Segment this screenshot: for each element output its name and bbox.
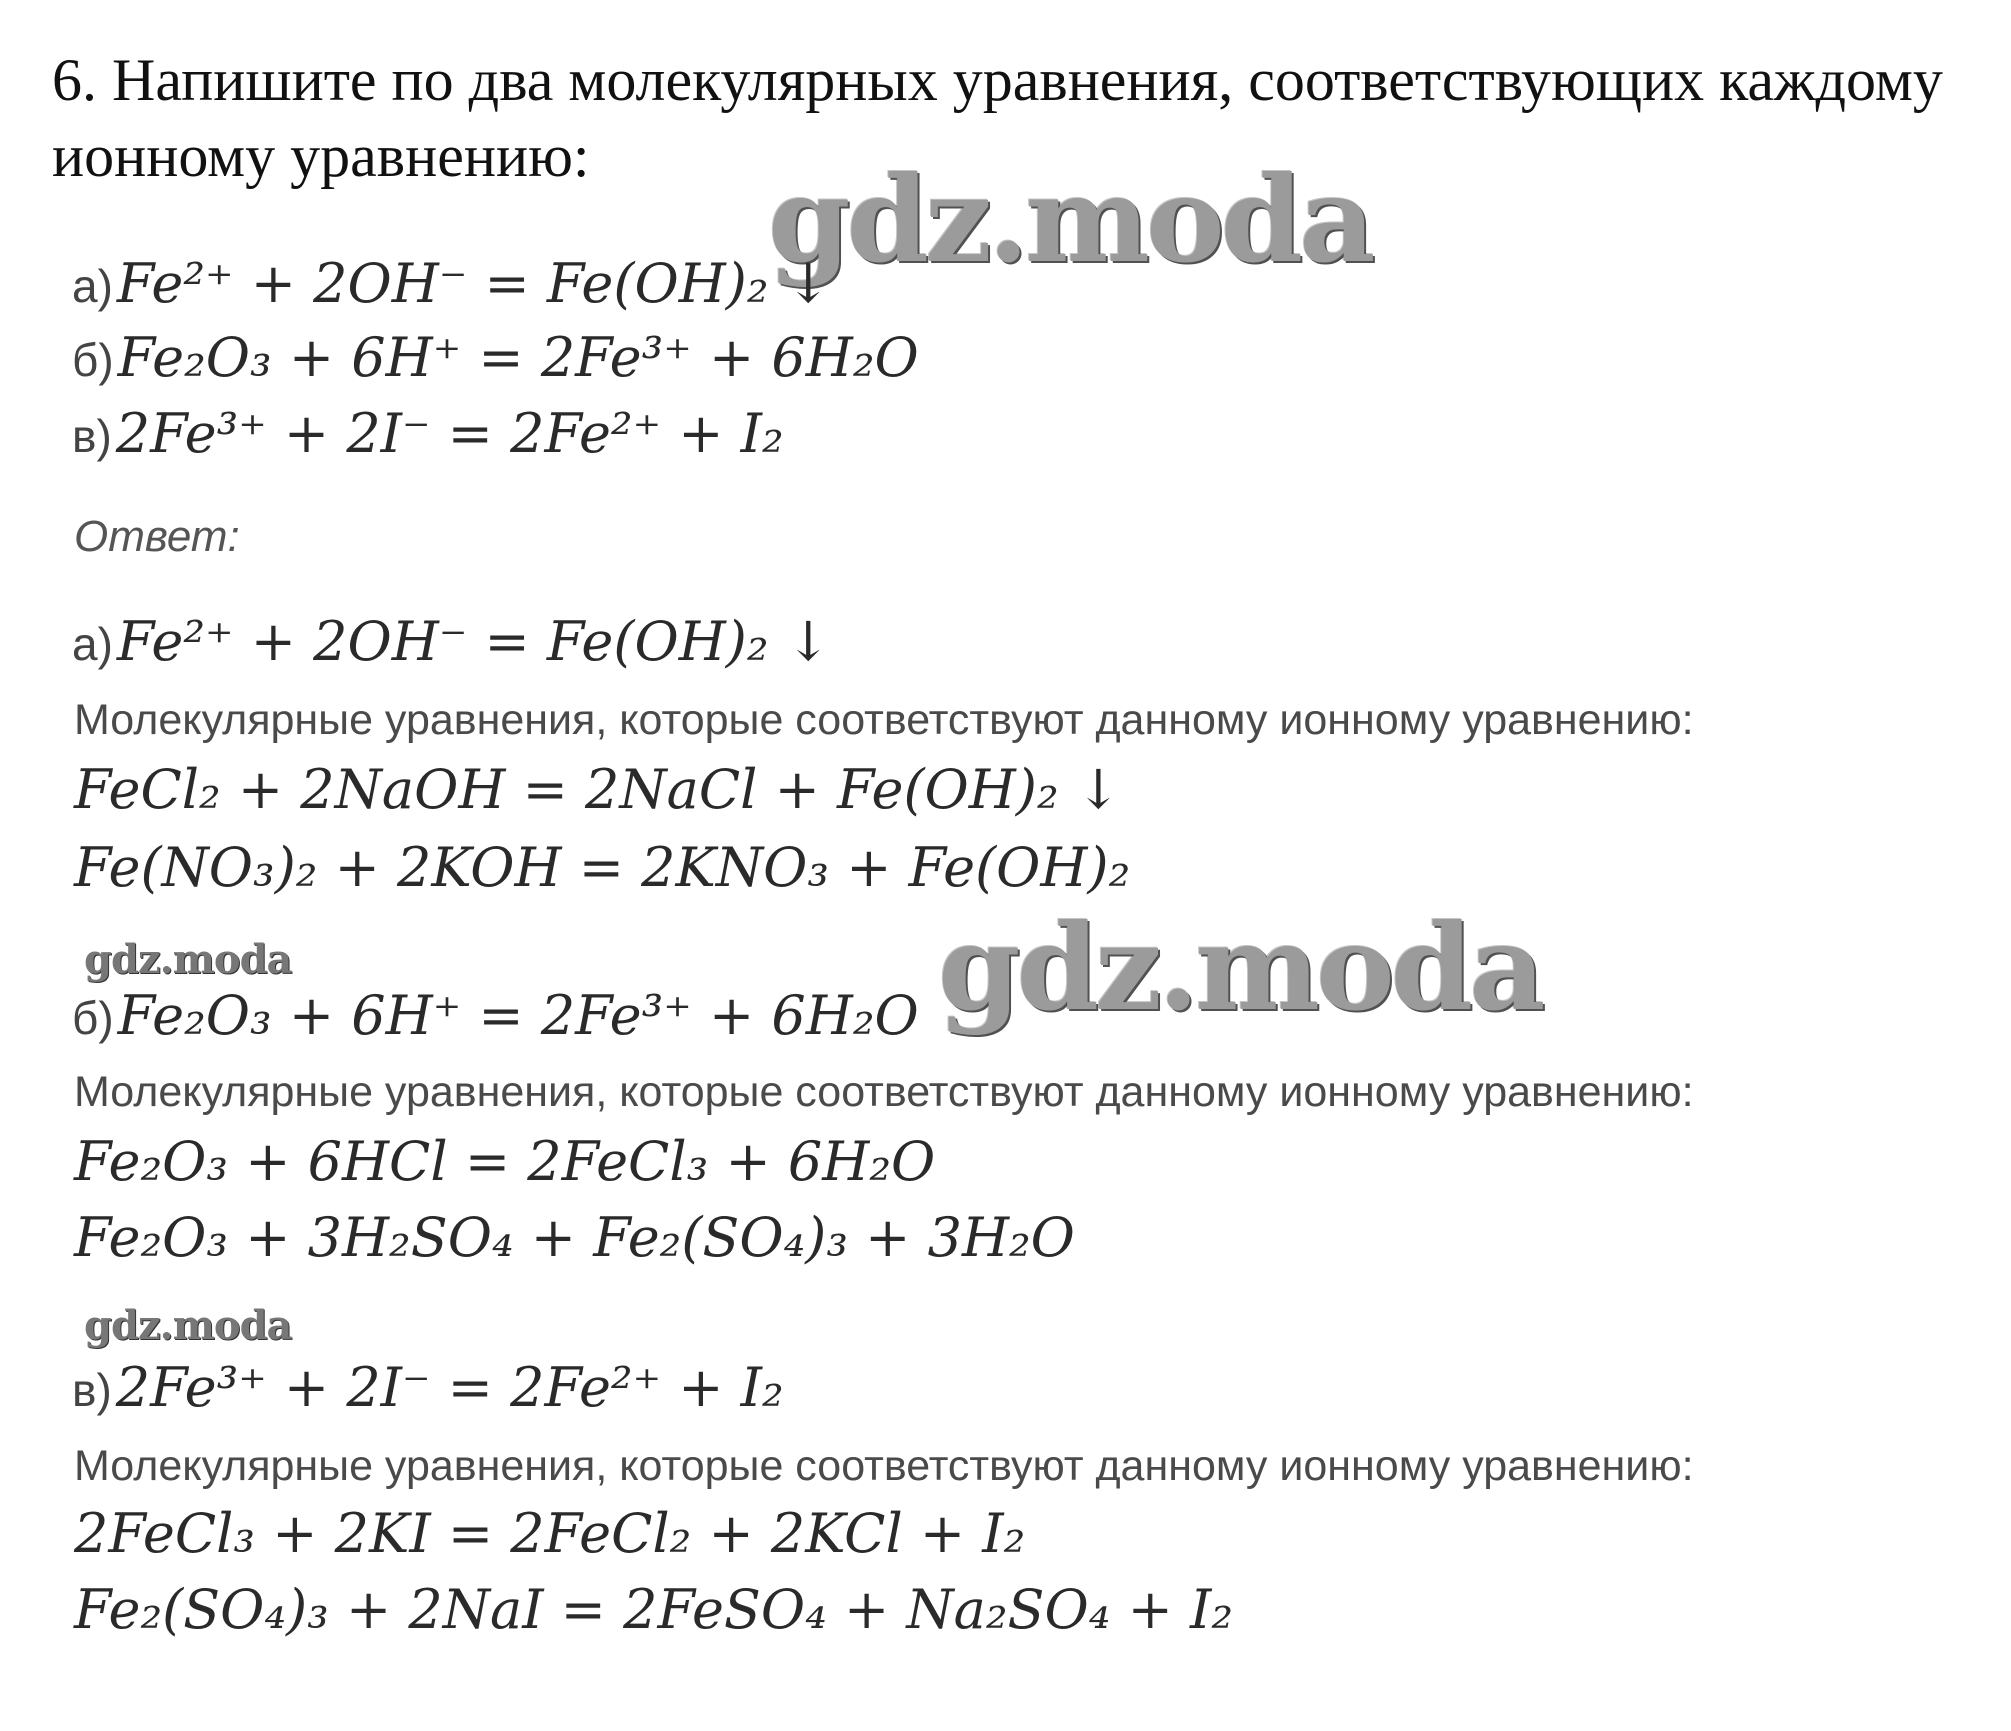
answer-a-ionic-equation: Fe²⁺ + 2OH⁻ = Fe(OH)₂ ↓ — [116, 610, 831, 673]
answer-a-molecular-2: Fe(NO₃)₂ + 2KOH = 2KNO₃ + Fe(OH)₂ — [74, 836, 1131, 899]
answer-b-molecular-1: Fe₂O₃ + 6HCl = 2FeCl₃ + 6H₂O — [74, 1130, 936, 1193]
answer-b-ionic-equation: Fe₂O₃ + 6H⁺ = 2Fe³⁺ + 6H₂O — [117, 984, 919, 1047]
answer-b-label: б) — [72, 992, 114, 1044]
answer-a-description: Молекулярные уравнения, которые соответствуют данному ионному уравнению: — [74, 696, 1694, 744]
watermark-top: gdz.moda — [768, 150, 1372, 289]
answer-a-label: а) — [72, 618, 113, 670]
watermark-middle: gdz.moda — [938, 898, 1542, 1037]
answer-c-ionic — [72, 1356, 784, 1419]
question-b — [72, 326, 919, 389]
question-c-label: в) — [72, 410, 112, 462]
question-a-equation: Fe²⁺ + 2OH⁻ = Fe(OH)₂ ↓ — [116, 252, 831, 315]
watermark-small-2: gdz.moda — [84, 1302, 292, 1349]
question-b-label: б) — [72, 334, 114, 386]
question-a — [72, 252, 831, 315]
question-c-equation: 2Fe³⁺ + 2I⁻ = 2Fe²⁺ + I₂ — [115, 402, 784, 465]
answer-b-molecular-2: Fe₂O₃ + 3H₂SO₄ + Fe₂(SO₄)₃ + 3H₂O — [74, 1206, 1075, 1269]
answer-a-molecular-1: FeCl₂ + 2NaOH = 2NaCl + Fe(OH)₂ ↓ — [74, 758, 1122, 821]
answer-c-description: Молекулярные уравнения, которые соответствуют данному ионному уравнению: — [74, 1442, 1694, 1490]
answer-c-label: в) — [72, 1364, 112, 1416]
answer-label: Ответ: — [74, 512, 240, 561]
task-title: 6. Напишите по два молекулярных уравнения, соответствующих каждому ионному уравнению: — [52, 47, 1943, 189]
answer-b-ionic — [72, 984, 919, 1047]
answer-c-molecular-1: 2FeCl₃ + 2KI = 2FeCl₂ + 2KCl + I₂ — [74, 1502, 1026, 1565]
answer-c-ionic-equation: 2Fe³⁺ + 2I⁻ = 2Fe²⁺ + I₂ — [115, 1356, 784, 1419]
answer-c-molecular-2: Fe₂(SO₄)₃ + 2NaI = 2FeSO₄ + Na₂SO₄ + I₂ — [74, 1578, 1233, 1641]
watermark-small-1: gdz.moda — [84, 936, 292, 983]
answer-a-ionic — [72, 610, 831, 673]
question-c — [72, 402, 784, 465]
question-b-equation: Fe₂O₃ + 6H⁺ = 2Fe³⁺ + 6H₂O — [117, 326, 919, 389]
answer-b-description: Молекулярные уравнения, которые соответствуют данному ионному уравнению: — [74, 1068, 1694, 1116]
question-a-label: а) — [72, 260, 113, 312]
